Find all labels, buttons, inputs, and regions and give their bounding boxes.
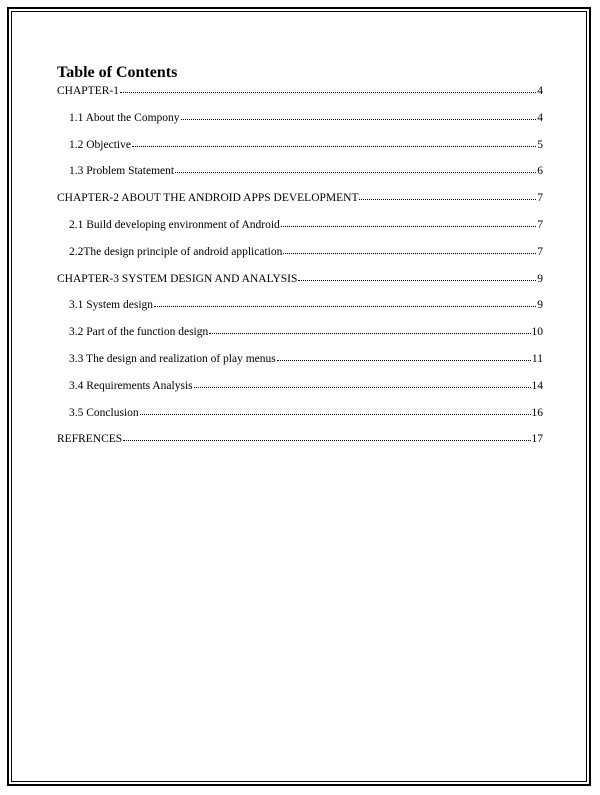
toc-entry-label: 1.3 Problem Statement [69, 165, 175, 178]
toc-entry-label: 2.1 Build developing environment of Android [69, 218, 280, 231]
toc-entry-label: 3.4 Requirements Analysis [69, 379, 193, 392]
toc-dot-leader [132, 136, 536, 147]
toc-entry-chapter-1[interactable] [57, 83, 543, 110]
toc-entry-2-2[interactable] [57, 244, 543, 271]
toc-dot-leader [283, 243, 536, 254]
toc-entry-references[interactable] [57, 431, 543, 458]
toc-entry-page: 14 [531, 379, 543, 392]
toc-entry-page: 5 [537, 138, 543, 151]
toc-entry-3-5[interactable] [57, 405, 543, 432]
toc-entry-page: 10 [531, 326, 543, 339]
toc-entry-1-3[interactable] [57, 163, 543, 190]
toc-entry-label: 1.2 Objective [69, 138, 131, 151]
toc-entry-label: 3.5 Conclusion [69, 406, 139, 419]
toc-entry-label: 3.2 Part of the function design [69, 326, 209, 339]
toc-entry-page: 6 [537, 165, 543, 178]
toc-dot-leader [209, 323, 530, 334]
toc-entry-label: 2.2The design principle of android application [69, 245, 283, 258]
toc-entry-page: 16 [531, 406, 543, 419]
toc-entry-page: 9 [537, 272, 543, 285]
toc-dot-leader [277, 350, 531, 361]
toc-entry-chapter-2[interactable] [57, 190, 543, 217]
toc-title: Table of Contents [57, 64, 178, 81]
toc-entry-2-1[interactable] [57, 217, 543, 244]
toc-entry-page: 4 [537, 85, 543, 97]
toc-entry-3-1[interactable] [57, 297, 543, 324]
toc-entry-chapter-3[interactable] [57, 271, 543, 298]
toc-dot-leader [175, 162, 536, 173]
toc-dot-leader [120, 82, 536, 93]
toc-entry-label: CHAPTER-3 SYSTEM DESIGN AND ANALYSIS [57, 272, 298, 285]
toc-entry-3-3[interactable] [57, 351, 543, 378]
toc-entry-page: 7 [537, 245, 543, 258]
toc-entry-3-4[interactable] [57, 378, 543, 405]
toc-dot-leader [298, 270, 536, 281]
toc-entry-page: 11 [531, 352, 543, 365]
toc-dot-leader [181, 109, 536, 120]
toc-dot-leader [281, 216, 536, 227]
toc-entry-label: CHAPTER-1 [57, 85, 119, 97]
toc-entry-page: 9 [537, 299, 543, 312]
toc-dot-leader [140, 404, 531, 415]
toc-list [57, 83, 543, 458]
toc-entry-page: 7 [537, 192, 543, 205]
toc-dot-leader [194, 377, 531, 388]
toc-entry-label: CHAPTER-2 ABOUT THE ANDROID APPS DEVELOPMENT [57, 192, 359, 205]
toc-entry-label: 3.1 System design [69, 299, 154, 312]
toc-entry-page: 17 [531, 433, 543, 446]
toc-entry-label: 3.3 The design and realization of play menus [69, 352, 276, 365]
toc-entry-page: 4 [537, 111, 543, 124]
toc-entry-page: 7 [537, 218, 543, 231]
toc-entry-3-2[interactable] [57, 324, 543, 351]
toc-entry-1-2[interactable] [57, 137, 543, 164]
toc-entry-label: 1.1 About the Compony [69, 111, 180, 124]
toc-dot-leader [154, 296, 536, 307]
toc-entry-label: REFRENCES [57, 433, 123, 446]
toc-dot-leader [359, 189, 536, 200]
toc-dot-leader [123, 430, 530, 441]
toc-entry-1-1[interactable] [57, 110, 543, 137]
